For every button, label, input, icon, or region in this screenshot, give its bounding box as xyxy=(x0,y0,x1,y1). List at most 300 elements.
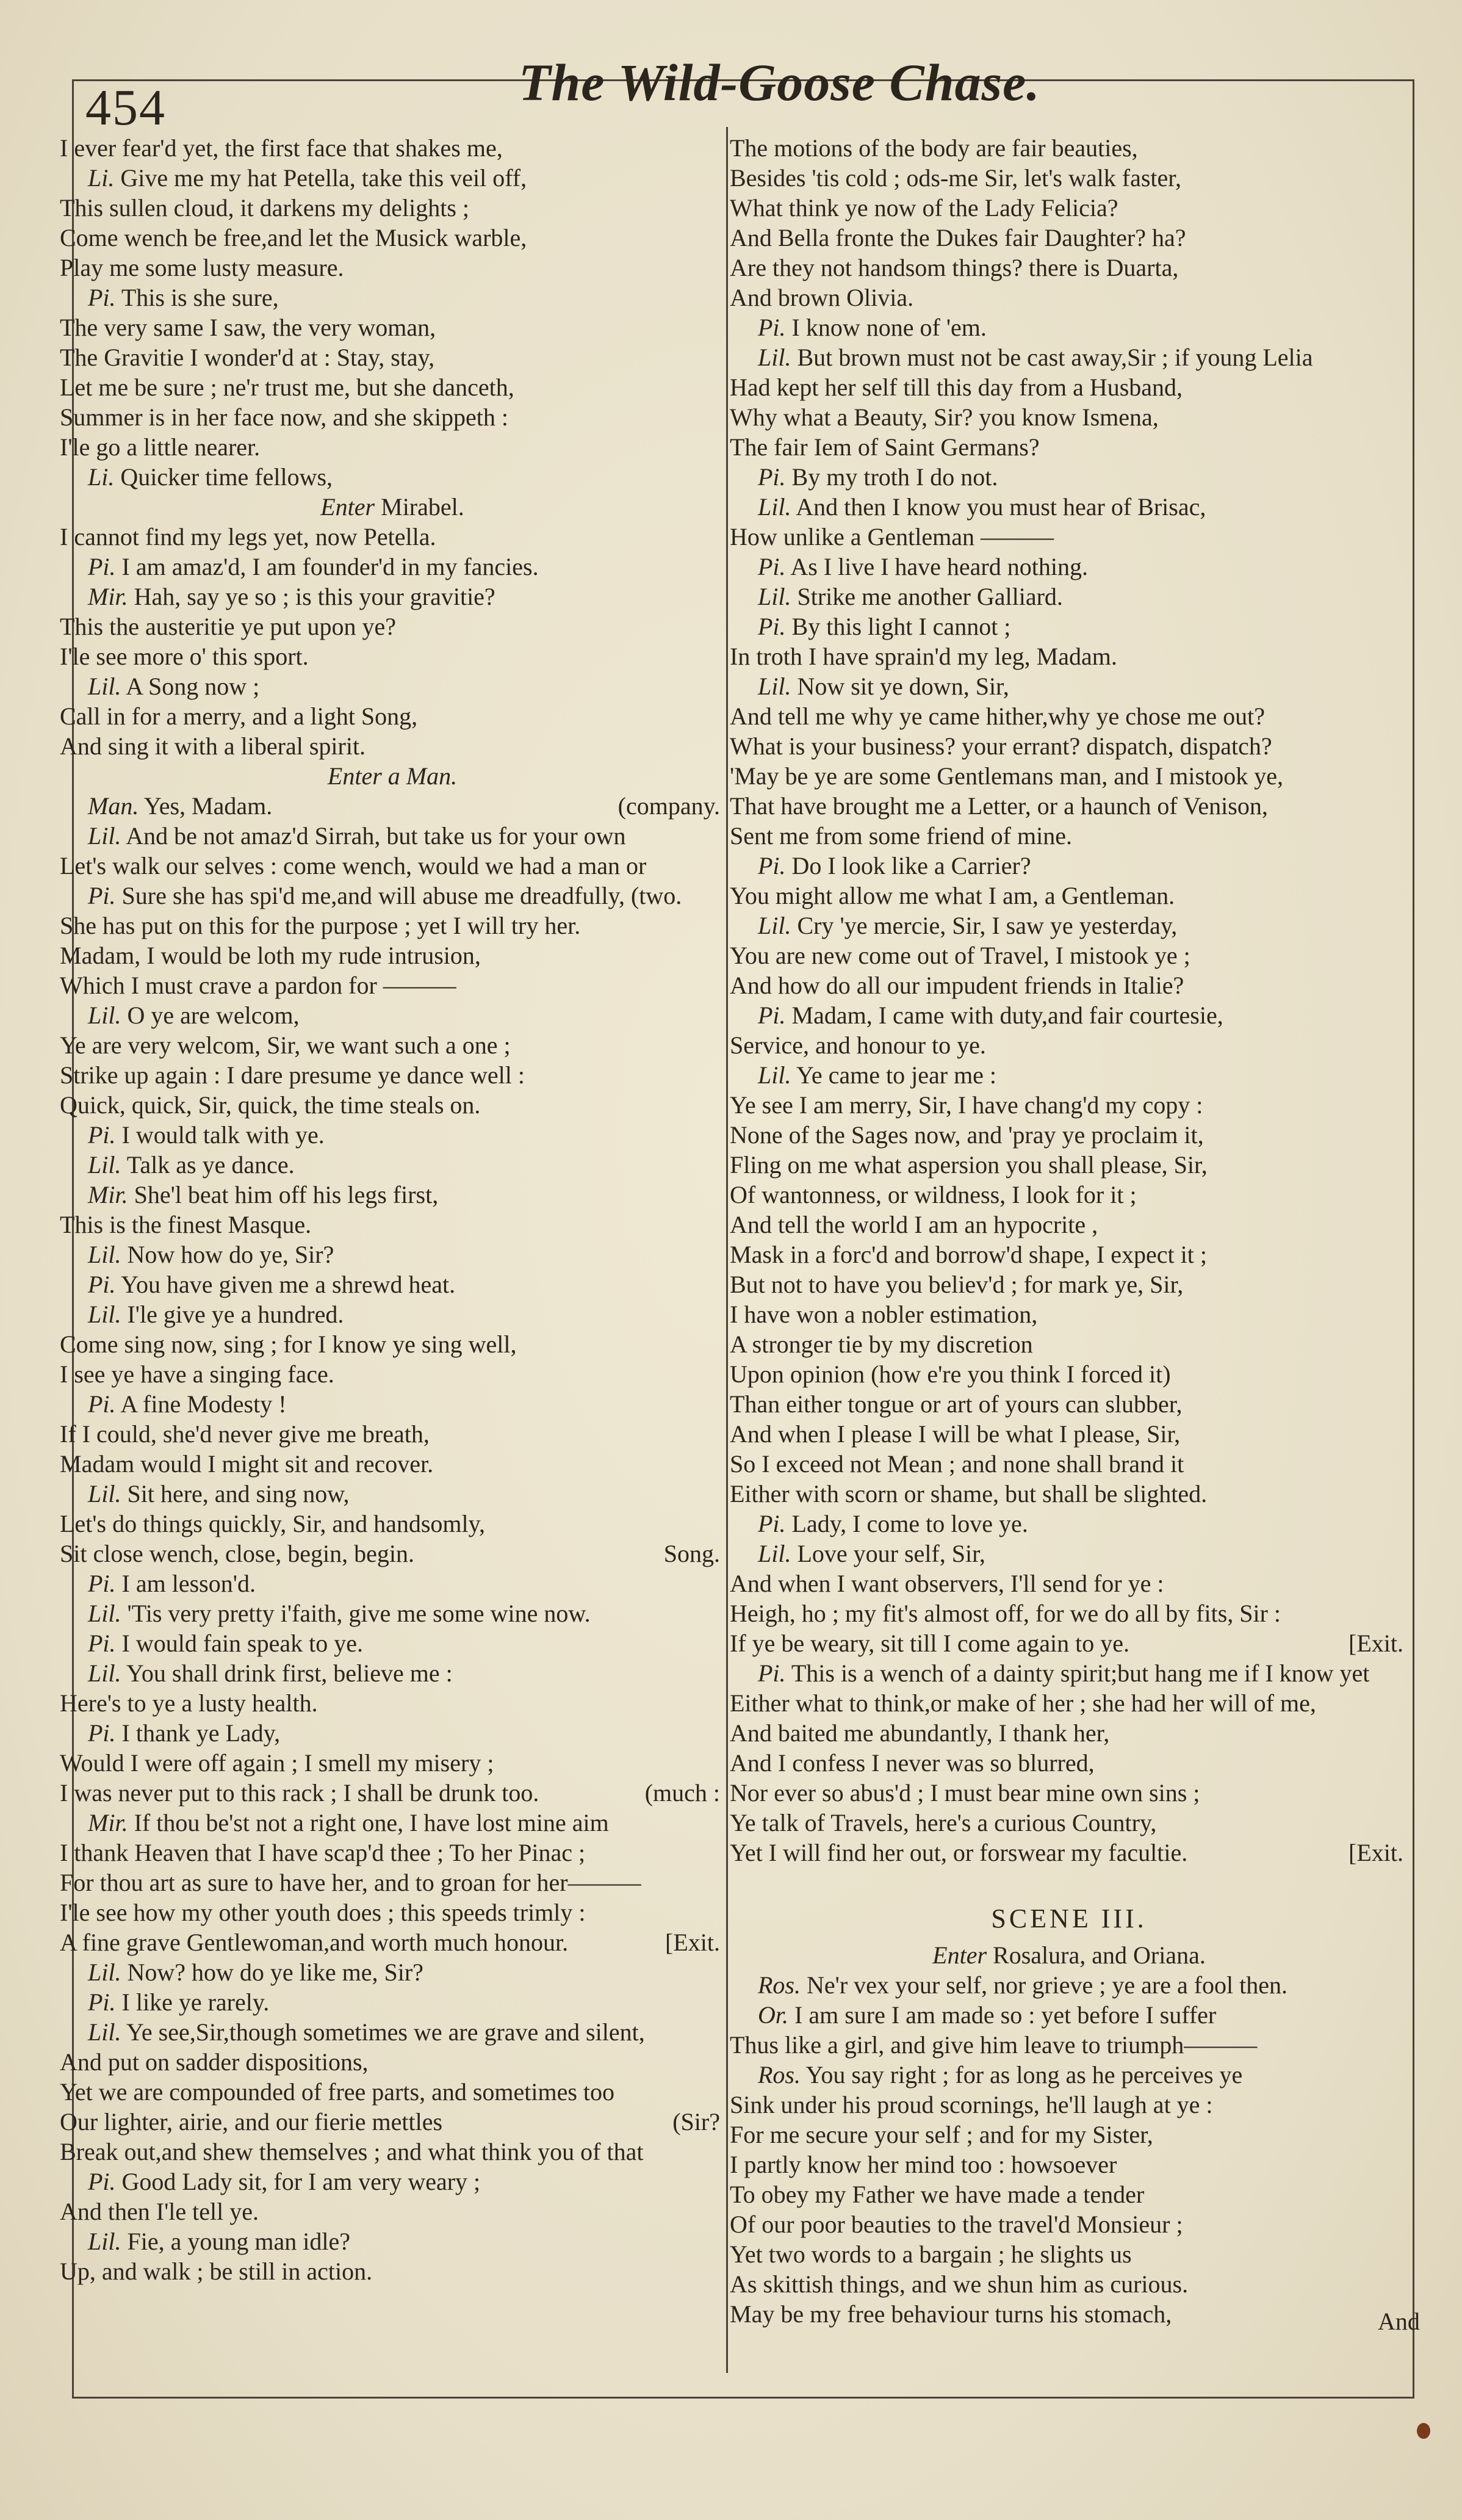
speaker-label: Pi. xyxy=(88,1390,116,1418)
speaker-label: Pi. xyxy=(88,882,116,909)
line-text: Hah, say ye so ; is this your gravitie? xyxy=(134,583,495,610)
right-marginal-note: Song. xyxy=(663,1540,720,1567)
text-line xyxy=(60,2167,725,2197)
text-line xyxy=(60,1569,725,1598)
line-text: A stronger tie by my discretion xyxy=(730,1330,1033,1358)
line-text: So I exceed not Mean ; and none shall brand it xyxy=(730,1450,1184,1478)
stage-direction xyxy=(730,1940,1408,1970)
line-text: You shall drink first, believe me : xyxy=(126,1659,453,1687)
text-line xyxy=(730,2239,1408,2269)
line-text: Fie, a young man idle? xyxy=(127,2228,350,2255)
line-text: I'le see more o' this sport. xyxy=(60,643,309,670)
line-text: And brown Olivia. xyxy=(730,284,914,311)
text-line xyxy=(730,283,1408,312)
line-text: What think ye now of the Lady Felicia? xyxy=(730,194,1118,222)
line-text: And then I know you must hear of Brisac, xyxy=(796,493,1206,521)
speaker-label: Pi. xyxy=(88,2168,116,2195)
speaker-label: Lil. xyxy=(88,1659,121,1687)
text-line xyxy=(730,1329,1408,1359)
text-line xyxy=(60,821,725,851)
text-line xyxy=(730,911,1408,940)
scene-heading: SCENE III. xyxy=(991,1904,1147,1933)
blank-line xyxy=(730,1868,1408,1897)
speaker-label: Pi. xyxy=(758,613,786,640)
line-text: For thou art as sure to have her, and to groan for her——— xyxy=(60,1869,641,1896)
text-line xyxy=(730,731,1408,761)
line-text: Our lighter, airie, and our fierie mettles xyxy=(60,2108,443,2136)
speaker-label: Pi. xyxy=(758,1659,786,1687)
stage-direction-verb: Enter a Man. xyxy=(327,762,458,790)
line-text: Heigh, ho ; my fit's almost off, for we do all by fits, Sir : xyxy=(730,1600,1281,1627)
line-text: Yet two words to a bargain ; he slights us xyxy=(730,2240,1132,2268)
speaker-label: Lil. xyxy=(88,1151,121,1179)
text-line xyxy=(60,342,725,372)
line-text: She'l beat him off his legs first, xyxy=(134,1181,439,1208)
line-text: I would fain speak to ye. xyxy=(121,1630,363,1657)
line-text: And how do all our impudent friends in Italie? xyxy=(730,972,1184,999)
line-text: Come wench be free,and let the Musick warble, xyxy=(60,224,527,251)
line-text: Love your self, Sir, xyxy=(797,1540,985,1567)
text-line xyxy=(60,1748,725,1778)
line-text: I am amaz'd, I am founder'd in my fancies. xyxy=(121,553,539,580)
line-text: None of the Sages now, and 'pray ye proclaim it, xyxy=(730,1121,1204,1149)
line-text: Sink under his proud scornings, he'll laugh at ye : xyxy=(730,2091,1213,2118)
line-text: Good Lady sit, for I am very weary ; xyxy=(121,2168,481,2195)
speaker-label: Pi. xyxy=(88,284,116,311)
text-line xyxy=(730,1419,1408,1449)
text-line xyxy=(730,940,1408,970)
speaker-label: Lil. xyxy=(88,822,121,850)
text-line xyxy=(60,1210,725,1240)
line-text: This the austeritie ye put upon ye? xyxy=(60,613,396,640)
line-text: But brown must not be cast away,Sir ; if young Lelia xyxy=(797,344,1313,371)
text-line xyxy=(60,1060,725,1090)
line-text: Strike up again : I dare presume ye dance well : xyxy=(60,1061,525,1089)
running-title: The Wild-Goose Chase. xyxy=(519,53,1040,112)
text-line xyxy=(60,970,725,1000)
text-line xyxy=(730,1299,1408,1329)
speaker-label: Pi. xyxy=(88,1271,116,1298)
line-text: And tell the world I am an hypocrite , xyxy=(730,1211,1098,1238)
speaker-label: Pi. xyxy=(88,553,116,580)
line-text: And tell me why ye came hither,why ye chose me out? xyxy=(730,702,1266,730)
line-text: Quick, quick, Sir, quick, the time steals on. xyxy=(60,1091,481,1119)
line-text: Ye came to jear me : xyxy=(796,1061,997,1089)
text-line xyxy=(60,2107,725,2137)
text-line xyxy=(730,1748,1408,1778)
text-line xyxy=(730,163,1408,193)
text-line xyxy=(60,1030,725,1060)
speaker-label: Pi. xyxy=(758,1002,786,1029)
line-text: I know none of 'em. xyxy=(791,314,987,341)
speaker-label: Lil. xyxy=(88,2228,121,2255)
line-text: Now? how do ye like me, Sir? xyxy=(127,1959,423,1986)
text-line xyxy=(730,1539,1408,1569)
line-text: Nor ever so abus'd ; I must bear mine own sins ; xyxy=(730,1779,1200,1807)
speaker-label: Lil. xyxy=(758,344,791,371)
line-text: Play me some lusty measure. xyxy=(60,254,344,281)
stage-direction-names: Rosalura, and Oriana. xyxy=(993,1941,1206,1969)
line-text: Madam would I might sit and recover. xyxy=(60,1450,434,1478)
text-line xyxy=(60,1598,725,1628)
line-text: Now how do ye, Sir? xyxy=(127,1241,334,1268)
line-text: Let's walk our selves : come wench, would we had a man or xyxy=(60,852,647,879)
line-text: Lady, I come to love ye. xyxy=(791,1510,1028,1537)
text-line xyxy=(730,2120,1408,2150)
text-line xyxy=(730,1688,1408,1718)
speaker-label: Mir. xyxy=(88,583,128,610)
speaker-label: Mir. xyxy=(88,1809,128,1836)
speaker-label: Li. xyxy=(88,463,115,491)
right-marginal-note: (much : xyxy=(644,1779,720,1807)
line-text: Now sit ye down, Sir, xyxy=(797,673,1009,700)
line-text: You are new come out of Travel, I mistook ye ; xyxy=(730,942,1190,969)
speaker-label: Pi. xyxy=(88,1570,116,1597)
text-line xyxy=(730,701,1408,731)
speaker-label: Pi. xyxy=(758,553,786,580)
line-text: Yes, Madam. xyxy=(143,792,273,820)
line-text: Summer is in her face now, and she skippeth : xyxy=(60,403,509,431)
line-text: Give me my hat Petella, take this veil off, xyxy=(120,164,527,192)
text-line xyxy=(730,1509,1408,1539)
line-text: Yet we are compounded of free parts, and sometimes too xyxy=(60,2078,615,2106)
text-line xyxy=(60,1269,725,1299)
line-text: For me secure your self ; and for my Sister, xyxy=(730,2121,1153,2148)
text-line xyxy=(60,1868,725,1897)
text-line xyxy=(60,2077,725,2107)
text-line xyxy=(730,1479,1408,1509)
line-text: I would talk with ye. xyxy=(121,1121,325,1149)
text-line xyxy=(730,1090,1408,1120)
line-text: That have brought me a Letter, or a haunch of Venison, xyxy=(730,792,1268,820)
text-line xyxy=(730,671,1408,701)
line-text: Talk as ye dance. xyxy=(126,1151,295,1179)
line-text: I ever fear'd yet, the first face that shakes me, xyxy=(60,134,503,162)
text-line xyxy=(730,1778,1408,1808)
text-line xyxy=(60,193,725,223)
line-text: If ye be weary, sit till I come again to ye. xyxy=(730,1630,1129,1657)
text-line xyxy=(60,402,725,432)
line-text: Break out,and shew themselves ; and what think you of that xyxy=(60,2138,644,2165)
stage-direction xyxy=(60,761,725,791)
line-text: I'le go a little nearer. xyxy=(60,433,261,461)
text-line xyxy=(60,1449,725,1479)
ink-blot xyxy=(1417,2423,1430,2439)
text-line xyxy=(60,731,725,761)
line-text: And I confess I never was so blurred, xyxy=(730,1749,1095,1777)
line-text: A Song now ; xyxy=(126,673,260,700)
text-line xyxy=(730,1180,1408,1210)
line-text: And when I please I will be what I please, Sir, xyxy=(730,1420,1181,1448)
line-text: Sure she has spi'd me,and will abuse me dreadfully, (two. xyxy=(121,882,682,909)
text-line xyxy=(730,552,1408,582)
speaker-label: Lil. xyxy=(758,673,791,700)
line-text: As skittish things, and we shun him as curious. xyxy=(730,2270,1189,2298)
page-number: 454 xyxy=(85,79,166,136)
speaker-label: Lil. xyxy=(758,1540,791,1567)
text-line xyxy=(730,1359,1408,1389)
line-text: O ye are welcom, xyxy=(127,1002,300,1029)
text-line xyxy=(60,312,725,342)
text-line xyxy=(60,940,725,970)
text-line xyxy=(60,1808,725,1838)
text-line xyxy=(60,372,725,402)
speaker-label: Lil. xyxy=(88,1959,121,1986)
line-text: Than either tongue or art of yours can slubber, xyxy=(730,1390,1183,1418)
right-marginal-note: (company. xyxy=(618,792,720,820)
text-line xyxy=(730,1808,1408,1838)
line-text: This is a wench of a dainty spirit;but hang me if I know yet xyxy=(791,1659,1370,1687)
text-line xyxy=(60,1838,725,1868)
column-divider xyxy=(726,127,728,2373)
text-line xyxy=(60,1150,725,1180)
text-line xyxy=(730,641,1408,671)
line-text: If I could, she'd never give me breath, xyxy=(60,1420,430,1448)
text-line xyxy=(730,462,1408,492)
text-line xyxy=(730,2000,1408,2030)
right-marginal-note: (Sir? xyxy=(672,2108,720,2136)
line-text: 'Tis very pretty i'faith, give me some wine now. xyxy=(127,1600,591,1627)
text-line xyxy=(730,2209,1408,2239)
text-line xyxy=(60,1718,725,1748)
text-line xyxy=(730,821,1408,851)
line-text: As I live I have heard nothing. xyxy=(790,553,1088,580)
text-line xyxy=(60,1778,725,1808)
line-text: Besides 'tis cold ; ods-me Sir, let's walk faster, xyxy=(730,164,1181,192)
line-text: 'May be ye are some Gentlemans man, and I mistook ye, xyxy=(730,762,1283,790)
right-marginal-note: [Exit. xyxy=(1349,1839,1403,1866)
speaker-label: Pi. xyxy=(88,1121,116,1149)
text-line xyxy=(730,1598,1408,1628)
text-line xyxy=(60,2197,725,2226)
text-line xyxy=(730,1389,1408,1419)
text-line xyxy=(60,1957,725,1987)
line-text: And sing it with a liberal spirit. xyxy=(60,732,366,760)
text-line xyxy=(730,1240,1408,1269)
text-line xyxy=(730,1628,1408,1658)
text-line xyxy=(730,223,1408,253)
text-line xyxy=(60,612,725,641)
line-text: By my troth I do not. xyxy=(791,463,998,491)
text-line xyxy=(730,522,1408,552)
line-text: Come sing now, sing ; for I know ye sing well, xyxy=(60,1330,517,1358)
line-text: Madam, I came with duty,and fair courtesie, xyxy=(791,1002,1223,1029)
line-text: Sit here, and sing now, xyxy=(127,1480,350,1507)
text-line xyxy=(60,1000,725,1030)
text-line xyxy=(730,1150,1408,1180)
text-line xyxy=(730,342,1408,372)
speaker-label: Lil. xyxy=(88,1600,121,1627)
text-line xyxy=(730,2299,1408,2329)
line-text: And then I'le tell ye. xyxy=(60,2198,259,2225)
text-line xyxy=(60,1389,725,1419)
text-line xyxy=(60,1688,725,1718)
text-line xyxy=(60,641,725,671)
line-text: Ne'r vex your self, nor grieve ; ye are a fool then. xyxy=(807,1971,1288,1999)
text-line xyxy=(60,253,725,283)
speaker-label: Pi. xyxy=(88,1630,116,1657)
speaker-label: Lil. xyxy=(88,2018,121,2046)
speaker-label: Lil. xyxy=(88,1002,121,1029)
speaker-label: Lil. xyxy=(758,583,791,610)
text-line xyxy=(730,791,1408,821)
text-line xyxy=(60,791,725,821)
line-text: How unlike a Gentleman ——— xyxy=(730,523,1054,551)
text-line xyxy=(730,1269,1408,1299)
text-line xyxy=(60,432,725,462)
text-line xyxy=(730,582,1408,612)
line-text: Sent me from some friend of mine. xyxy=(730,822,1072,850)
speaker-label: Ros. xyxy=(758,2061,801,2089)
speaker-label: Mir. xyxy=(88,1181,128,1208)
line-text: This sullen cloud, it darkens my delights ; xyxy=(60,194,470,222)
line-text: Service, and honour to ye. xyxy=(730,1031,986,1059)
line-text: Sit close wench, close, begin, begin. xyxy=(60,1540,414,1567)
catchword: And xyxy=(1378,2308,1420,2335)
line-text: Up, and walk ; be still in action. xyxy=(60,2258,373,2285)
line-text: In troth I have sprain'd my leg, Madam. xyxy=(730,643,1117,670)
line-text: And be not amaz'd Sirrah, but take us for your own xyxy=(126,822,626,850)
right-marginal-note: [Exit. xyxy=(1349,1630,1403,1657)
right-column xyxy=(730,133,1408,2329)
line-text: I like ye rarely. xyxy=(121,1988,270,2016)
text-line xyxy=(60,1658,725,1688)
line-text: And Bella fronte the Dukes fair Daughter? ha? xyxy=(730,224,1186,251)
speaker-label: Or. xyxy=(758,2001,789,2029)
speaker-label: Pi. xyxy=(758,852,786,879)
line-text: I was never put to this rack ; I shall be drunk too. xyxy=(60,1779,539,1807)
line-text: Either with scorn or shame, but shall be slighted. xyxy=(730,1480,1208,1507)
text-line xyxy=(60,223,725,253)
speaker-label: Pi. xyxy=(758,314,786,341)
line-text: You have given me a shrewd heat. xyxy=(121,1271,456,1298)
line-text: The motions of the body are fair beauties, xyxy=(730,134,1138,162)
text-line xyxy=(60,163,725,193)
speaker-label: Pi. xyxy=(758,1510,786,1537)
line-text: Of our poor beauties to the travel'd Monsieur ; xyxy=(730,2211,1183,2238)
left-column xyxy=(60,133,725,2286)
line-text: Let's do things quickly, Sir, and handsomly, xyxy=(60,1510,486,1537)
text-line xyxy=(60,1359,725,1389)
text-line xyxy=(60,1180,725,1210)
line-text: And when I want observers, I'll send for ye : xyxy=(730,1570,1164,1597)
stage-direction-verb: Enter xyxy=(932,1941,987,1969)
text-line xyxy=(730,1030,1408,1060)
line-text: What is your business? your errant? dispatch, dispatch? xyxy=(730,732,1272,760)
text-line xyxy=(60,1299,725,1329)
text-line xyxy=(60,1240,725,1269)
text-line xyxy=(730,2090,1408,2120)
text-line xyxy=(730,2150,1408,2179)
text-line xyxy=(730,312,1408,342)
line-text: And put on sadder dispositions, xyxy=(60,2048,369,2076)
line-text: Of wantonness, or wildness, I look for it ; xyxy=(730,1181,1137,1208)
line-text: I'le see how my other youth does ; this speeds trimly : xyxy=(60,1899,586,1926)
text-line xyxy=(730,193,1408,223)
line-text: I'le give ye a hundred. xyxy=(127,1301,344,1328)
text-line xyxy=(730,2269,1408,2299)
text-line xyxy=(60,522,725,552)
line-text: But not to have you believ'd ; for mark ye, Sir, xyxy=(730,1271,1184,1298)
line-text: I thank Heaven that I have scap'd thee ; To her Pinac ; xyxy=(60,1839,586,1866)
line-text: Ye talk of Travels, here's a curious Country, xyxy=(730,1809,1157,1836)
speaker-label: Ros. xyxy=(758,1971,801,1999)
speaker-label: Pi. xyxy=(88,1988,116,2016)
line-text: And baited me abundantly, I thank her, xyxy=(730,1719,1110,1747)
line-text: I cannot find my legs yet, now Petella. xyxy=(60,523,436,551)
line-text: Thus like a girl, and give him leave to triumph——— xyxy=(730,2031,1258,2059)
text-line xyxy=(730,1060,1408,1090)
line-text: Would I were off again ; I smell my misery ; xyxy=(60,1749,494,1777)
speaker-label: Li. xyxy=(88,164,115,192)
line-text: May be my free behaviour turns his stomach, xyxy=(730,2300,1172,2328)
text-line xyxy=(60,881,725,911)
text-line xyxy=(730,881,1408,911)
text-line xyxy=(730,970,1408,1000)
text-line xyxy=(60,133,725,163)
text-line xyxy=(60,2017,725,2047)
text-line xyxy=(730,253,1408,283)
text-line xyxy=(60,1927,725,1957)
speaker-label: Lil. xyxy=(88,1301,121,1328)
line-text: By this light I cannot ; xyxy=(791,613,1011,640)
line-text: Why what a Beauty, Sir? you know Ismena, xyxy=(730,403,1159,431)
line-text: I am lesson'd. xyxy=(121,1570,256,1597)
text-line xyxy=(730,1449,1408,1479)
line-text: Mask in a forc'd and borrow'd shape, I expect it ; xyxy=(730,1241,1207,1268)
line-text: The fair Iem of Saint Germans? xyxy=(730,433,1040,461)
text-line xyxy=(730,1120,1408,1150)
text-line xyxy=(730,372,1408,402)
line-text: Do I look like a Carrier? xyxy=(791,852,1031,879)
text-line xyxy=(60,1090,725,1120)
line-text: Had kept her self till this day from a Husband, xyxy=(730,374,1183,401)
line-text: Quicker time fellows, xyxy=(120,463,333,491)
text-line xyxy=(60,1419,725,1449)
speaker-label: Pi. xyxy=(88,1719,116,1747)
text-line xyxy=(60,671,725,701)
text-line xyxy=(730,1210,1408,1240)
line-text: Let me be sure ; ne'r trust me, but she danceth, xyxy=(60,374,514,401)
text-line xyxy=(60,2256,725,2286)
text-line xyxy=(730,612,1408,641)
line-text: You say right ; for as long as he perceives ye xyxy=(805,2061,1243,2089)
line-text: Ye see,Sir,though sometimes we are grave and silent, xyxy=(126,2018,645,2046)
text-line xyxy=(60,1628,725,1658)
text-line xyxy=(60,2137,725,2167)
speaker-label: Pi. xyxy=(758,463,786,491)
line-text: To obey my Father we have made a tender xyxy=(730,2181,1145,2208)
text-line xyxy=(730,492,1408,522)
stage-direction-verb: Enter xyxy=(320,493,375,521)
text-line xyxy=(60,1987,725,2017)
text-line xyxy=(730,2060,1408,2090)
text-line xyxy=(60,1120,725,1150)
line-text: If thou be'st not a right one, I have lost mine aim xyxy=(134,1809,609,1836)
line-text: A fine grave Gentlewoman,and worth much honour. xyxy=(60,1929,569,1956)
line-text: I thank ye Lady, xyxy=(121,1719,281,1747)
speaker-label: Lil. xyxy=(758,493,791,521)
line-text: Call in for a merry, and a light Song, xyxy=(60,702,418,730)
line-text: Either what to think,or make of her ; she had her will of me, xyxy=(730,1689,1316,1717)
text-line xyxy=(730,1000,1408,1030)
line-text: I see ye have a singing face. xyxy=(60,1360,334,1388)
line-text: I partly know her mind too : howsoever xyxy=(730,2151,1117,2178)
text-line xyxy=(730,851,1408,881)
text-line xyxy=(60,701,725,731)
text-line xyxy=(60,1897,725,1927)
text-line xyxy=(60,851,725,881)
